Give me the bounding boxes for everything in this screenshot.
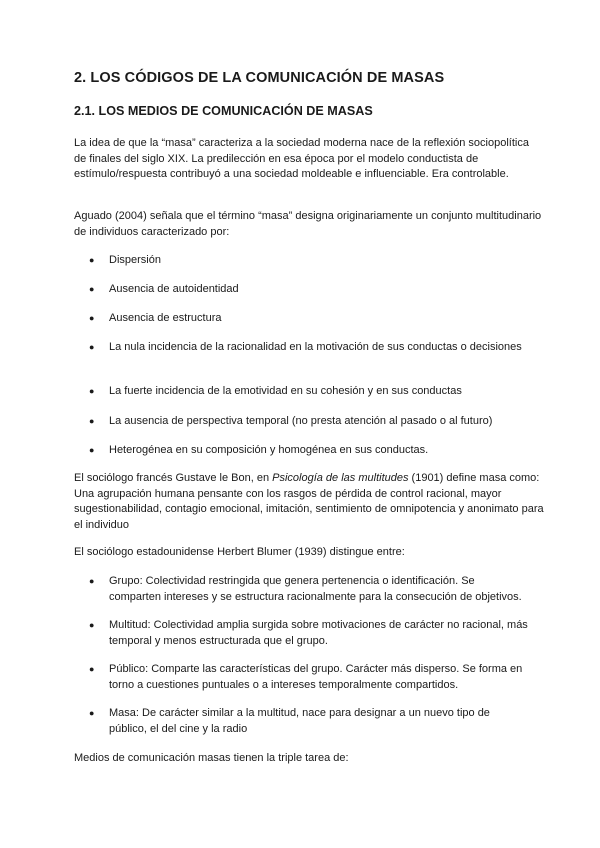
list-item-text: La ausencia de perspectiva temporal (no presta atención al pasado o al futuro) xyxy=(109,415,493,427)
section-heading: 2. LOS CÓDIGOS DE LA COMUNICACIÓN DE MASAS xyxy=(74,70,445,86)
bullet-icon: ● xyxy=(89,342,95,352)
list-item-text: La nula incidencia de la racionalidad en la motivación de sus conductas o decisiones xyxy=(109,341,522,353)
bullet-icon: ● xyxy=(89,620,95,630)
bullet-icon: ● xyxy=(89,255,95,265)
list-item-text: Grupo: Colectividad restringida que genera pertenencia o identificación. Se comparten intereses y se estructura racionalmente para la consecución de objetivos. xyxy=(109,575,522,603)
lebon-paragraph: El sociólogo francés Gustave le Bon, en Psicología de las multitudes (1901) define masa como: Una agrupación humana pensante con los rasgos de pérdida de control racional, mayor sugestionabilidad, contagio emocional, imitación, sentimiento de omnipotencia y anonimato para el individuo xyxy=(74,472,544,531)
bullet-icon: ● xyxy=(89,284,95,294)
intro-paragraph: La idea de que la “masa” caracteriza a la sociedad moderna nace de la reflexión sociopolítica de finales del siglo XIX. La predilección en esa época por el modelo conductista de estímulo/respuesta contribuyó a una sociedad moldeable e influenciable. Era controlable. xyxy=(74,137,529,181)
list-item-text: Dispersión xyxy=(109,254,161,266)
bullet-icon: ● xyxy=(89,664,95,674)
closing-paragraph: Medios de comunicación masas tienen la triple tarea de: xyxy=(74,752,349,764)
bullet-icon: ● xyxy=(89,313,95,323)
bullet-icon: ● xyxy=(89,386,95,396)
subsection-heading: 2.1. LOS MEDIOS DE COMUNICACIÓN DE MASAS xyxy=(74,104,373,118)
list-item-text: Ausencia de autoidentidad xyxy=(109,283,239,295)
blumer-paragraph: El sociólogo estadounidense Herbert Blumer (1939) distingue entre: xyxy=(74,546,405,558)
list-item-text: Masa: De carácter similar a la multitud, nace para designar a un nuevo tipo de público, el del cine y la radio xyxy=(109,707,490,735)
list-item-text: Ausencia de estructura xyxy=(109,312,222,324)
bullet-icon: ● xyxy=(89,576,95,586)
bullet-icon: ● xyxy=(89,445,95,455)
list-item-text: La fuerte incidencia de la emotividad en su cohesión y en sus conductas xyxy=(109,385,462,397)
book-title: Psicología de las multitudes xyxy=(272,472,409,484)
bullet-icon: ● xyxy=(89,416,95,426)
bullet-icon: ● xyxy=(89,708,95,718)
list-item-text: Multitud: Colectividad amplia surgida sobre motivaciones de carácter no racional, más temporal y menos estructurada que el grupo. xyxy=(109,619,528,647)
aguado-paragraph: Aguado (2004) señala que el término “masa” designa originariamente un conjunto multitudinario de individuos caracterizado por: xyxy=(74,210,542,238)
list-item-text: Heterogénea en su composición y homogénea en sus conductas. xyxy=(109,444,429,456)
list-item-text: Público: Comparte las características del grupo. Carácter más disperso. Se forma en torno a cuestiones puntuales o a intereses temporalmente compartidos. xyxy=(109,663,523,691)
